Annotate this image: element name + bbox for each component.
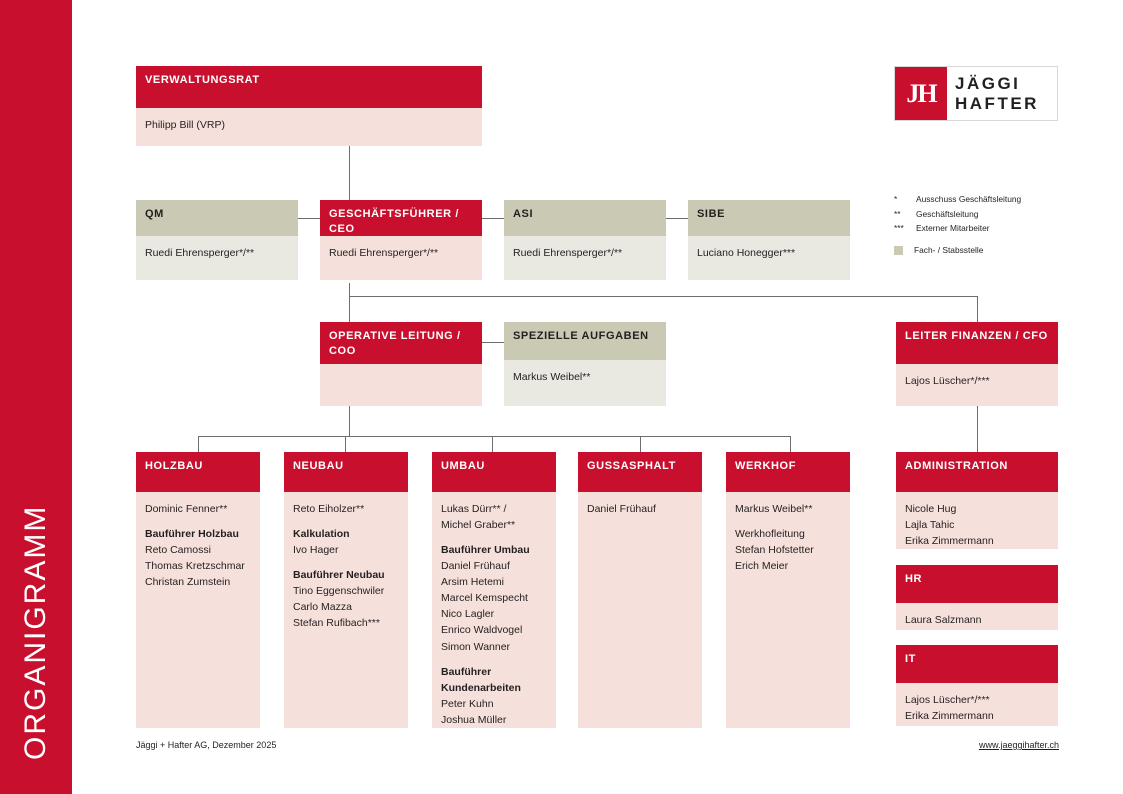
box-line: Ivo Hager [293,544,339,557]
connector-line [790,436,791,452]
box-spacer [293,558,399,567]
box-line: Markus Weibel** [513,371,591,383]
box-line: Ruedi Ehrensperger*/** [513,247,623,259]
connector-line [492,436,493,452]
box-line: Laura Salzmann [905,614,982,626]
sidebar [0,0,72,794]
legend [894,192,1094,258]
box-line: Reto Camossi [145,544,211,557]
box-title: SPEZIELLE AUFGABEN [504,322,666,360]
connector-line [349,406,350,436]
box-line: Carlo Mazza [293,601,352,614]
box-line: Daniel Frühauf [441,560,510,573]
box-line: Lajos Lüscher*/*** [905,694,990,706]
legend-label: Geschäftsleitung [916,208,979,219]
box-line: Marcel Kemspecht [441,592,528,605]
box-holzbau [136,452,260,728]
box-body [136,236,298,280]
box-body [578,492,702,728]
box-body [320,364,482,406]
box-body [320,236,482,280]
box-cfo [896,322,1058,406]
box-spacer [145,517,251,526]
box-line: Michel Graber** [441,519,516,532]
company-logo [894,66,1058,121]
box-body [896,492,1058,549]
box-line: Joshua Müller [441,713,507,726]
connector-line [977,296,978,322]
box-title: ASI [504,200,666,236]
box-line: Bauführer [441,665,492,678]
box-umbau [432,452,556,728]
legend-marker: *** [894,223,904,234]
connector-line [349,146,350,200]
box-body [896,603,1058,630]
logo-mark-icon [895,67,947,120]
box-administration [896,452,1058,549]
box-line: Stefan Rufibach*** [293,617,380,630]
box-title: UMBAU [432,452,556,492]
box-coo [320,322,482,406]
box-title: GESCHÄFTSFÜHRER / CEO [320,200,482,236]
connector-line [345,436,346,452]
connector-line [198,436,791,437]
box-line: Reto Eiholzer** [293,503,365,515]
box-body [726,492,850,728]
box-line: Bauführer Neubau [293,569,385,582]
box-line: Markus Weibel** [735,503,813,515]
box-hr [896,565,1058,630]
box-line: Erich Meier [735,560,789,573]
box-verwaltungsrat [136,66,482,146]
box-title: GUSSASPHALT [578,452,702,492]
box-line: Erika Zimmermann [905,535,994,548]
logo-monogram: JH [906,78,936,108]
box-body [504,360,666,406]
box-werkhof [726,452,850,728]
box-neubau [284,452,408,728]
box-line: Thomas Kretzschmar [145,560,245,573]
box-line: Simon Wanner [441,640,511,653]
box-gussasphalt [578,452,702,728]
connector-line [198,436,199,452]
box-spacer [735,517,841,526]
box-line: Luciano Honegger*** [697,247,796,259]
logo-line-1: JÄGGI [955,73,1021,93]
legend-item [894,207,1094,222]
box-line: Tino Eggenschwiler [293,585,385,598]
box-body [896,364,1058,406]
box-title: OPERATIVE LEITUNG / COO [320,322,482,364]
legend-swatch-item [894,243,1094,258]
box-line: Lukas Dürr** / [441,503,507,515]
box-line: Kundenarbeiten [441,681,521,694]
box-line: Dominic Fenner** [145,503,228,515]
legend-swatch-label: Fach- / Stabsstelle [914,245,984,256]
connector-line [640,436,641,452]
box-line: Daniel Frühauf [587,503,656,515]
box-line: Peter Kuhn [441,697,494,710]
box-line: Erika Zimmermann [905,710,994,723]
box-line: Stefan Hofstetter [735,544,814,557]
box-body [504,236,666,280]
connector-line [977,406,978,452]
box-title: LEITER FINANZEN / CFO [896,322,1058,364]
legend-marker: * [894,194,898,204]
box-body [136,108,482,146]
legend-label: Ausschuss Geschäftsleitung [916,194,1022,204]
box-spezielle-aufgaben [504,322,666,406]
box-title: QM [136,200,298,236]
box-body [896,683,1058,726]
box-line: Nico Lagler [441,608,495,621]
box-sibe [688,200,850,280]
box-body [136,492,260,728]
box-line: Bauführer Holzbau [145,528,239,541]
legend-marker: ** [894,208,901,219]
box-title: SIBE [688,200,850,236]
box-line: Philipp Bill (VRP) [145,119,225,131]
legend-color-swatch-icon [894,246,903,255]
box-qm [136,200,298,280]
box-title: ADMINISTRATION [896,452,1058,492]
box-body [432,492,556,728]
footer-website-link[interactable]: www.jaeggihafter.ch [978,740,1059,750]
box-spacer [441,533,547,542]
box-body [688,236,850,280]
box-line: Bauführer Umbau [441,544,530,557]
box-line: Lajos Lüscher*/*** [905,375,990,387]
box-line: Kalkulation [293,528,350,541]
box-line: Lajla Tahic [905,519,955,532]
box-body [284,492,408,728]
box-title: IT [896,645,1058,683]
connector-line [349,296,978,297]
logo-wordmark [947,67,1057,120]
page-title: ORGANIGRAMM [19,504,52,760]
box-line: Christan Zumstein [145,576,231,589]
box-title: NEUBAU [284,452,408,492]
box-line: Werkhofleitung [735,528,805,541]
box-line: Ruedi Ehrensperger*/** [145,247,255,259]
box-line: Enrico Waldvogel [441,624,523,637]
legend-item [894,192,1094,207]
footer-credit: Jäggi + Hafter AG, Dezember 2025 [136,740,277,750]
connector-line [349,296,350,322]
legend-item [894,221,1094,236]
box-spacer [441,655,547,664]
box-title: WERKHOF [726,452,850,492]
box-title: HOLZBAU [136,452,260,492]
box-line: Nicole Hug [905,503,957,515]
box-it [896,645,1058,726]
box-line: Ruedi Ehrensperger*/** [329,247,439,259]
legend-label: Externer Mitarbeiter [916,223,990,234]
logo-line-2: HAFTER [955,93,1039,113]
box-ceo [320,200,482,280]
box-line: Arsim Hetemi [441,576,505,589]
box-asi [504,200,666,280]
box-spacer [293,517,399,526]
connector-line [349,283,350,297]
box-title: VERWALTUNGSRAT [136,66,482,108]
box-title: HR [896,565,1058,603]
